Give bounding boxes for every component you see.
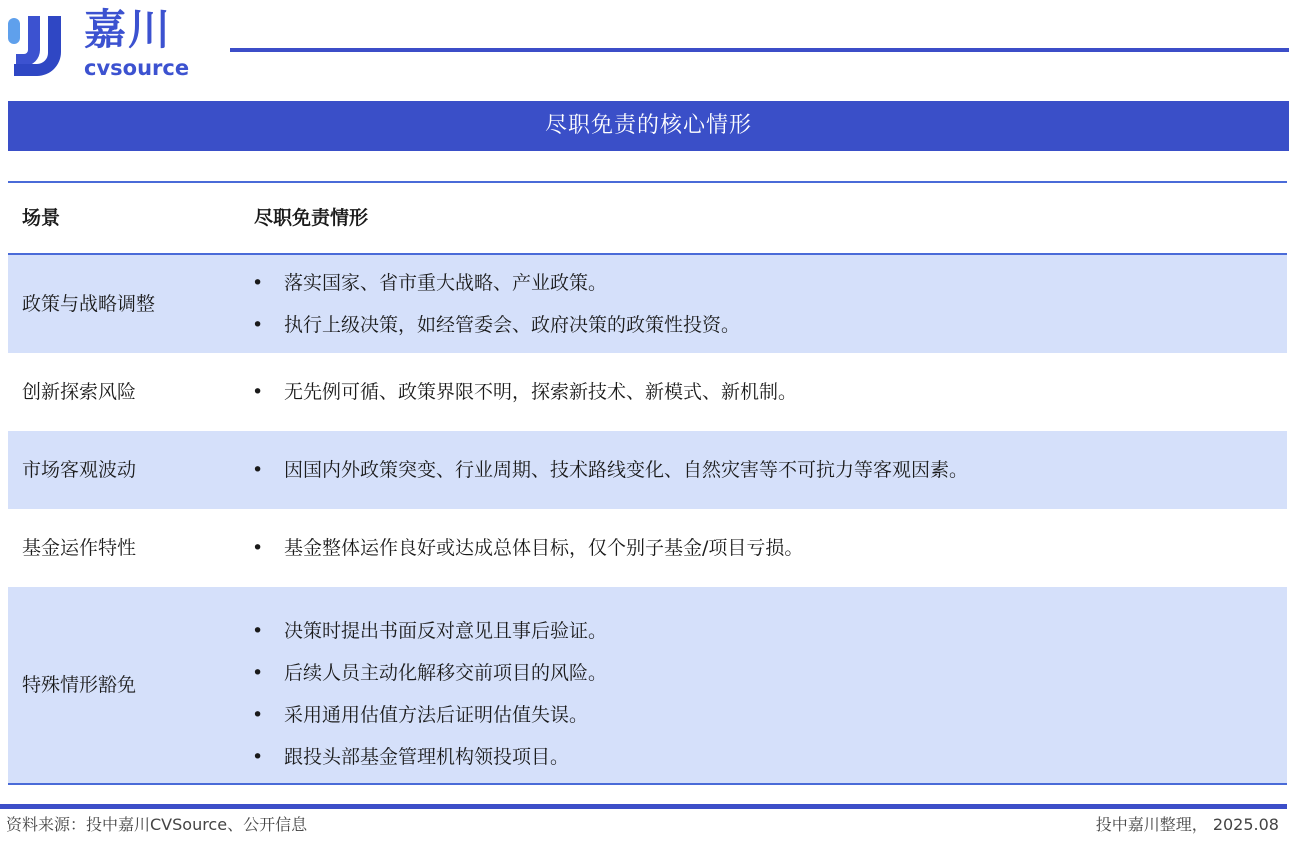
list-item: • 后续人员主动化解移交前项目的风险。 [252,652,607,694]
row-scene: 基金运作特性 [22,537,137,559]
header-divider [230,48,1289,52]
list-item: • 因国内外政策突变、行业周期、技术路线变化、自然灾害等不可抗力等客观因素。 [252,449,968,491]
table-row [8,431,1287,509]
header-situation: 尽职免责情形 [254,207,369,229]
page-title: 尽职免责的核心情形 [8,101,1289,151]
table-row [8,587,1287,783]
list-item: • 基金整体运作良好或达成总体目标，仅个别子基金/项目亏损。 [252,527,803,569]
list-item: • 跟投头部基金管理机构领投项目。 [252,736,607,778]
row-items [252,262,740,346]
list-item: • 落实国家、省市重大战略、产业政策。 [252,262,740,304]
table-row [8,255,1287,353]
table-bottom-rule [8,783,1287,785]
list-item: • 采用通用估值方法后证明估值失误。 [252,694,607,736]
list-item: • 决策时提出书面反对意见且事后验证。 [252,610,607,652]
row-items [252,610,607,778]
table-row [8,509,1287,587]
cvsource-logo-icon [6,14,72,78]
list-item: • 执行上级决策，如经管委会、政府决策的政策性投资。 [252,304,740,346]
row-items [252,449,968,491]
row-items [252,527,803,569]
row-scene: 市场客观波动 [22,459,137,481]
row-scene: 特殊情形豁免 [22,674,137,696]
brand-name-en: cvsource [84,56,190,80]
row-scene: 政策与战略调整 [22,293,156,315]
header-scene: 场景 [22,207,61,229]
source-note: 资料来源：投中嘉川CVSource、公开信息 [6,815,308,834]
brand-logo [6,5,196,84]
table-header-row [8,183,1287,253]
row-scene: 创新探索风险 [22,381,137,403]
table-row [8,353,1287,431]
brand-name-cn: 嘉川 [84,5,173,54]
list-item: • 无先例可循、政策界限不明，探索新技术、新模式、新机制。 [252,371,797,413]
credit-note: 投中嘉川整理， 2025.08 [1095,815,1279,834]
footer-divider [0,804,1287,809]
row-items [252,371,797,413]
page-header [0,0,1295,90]
